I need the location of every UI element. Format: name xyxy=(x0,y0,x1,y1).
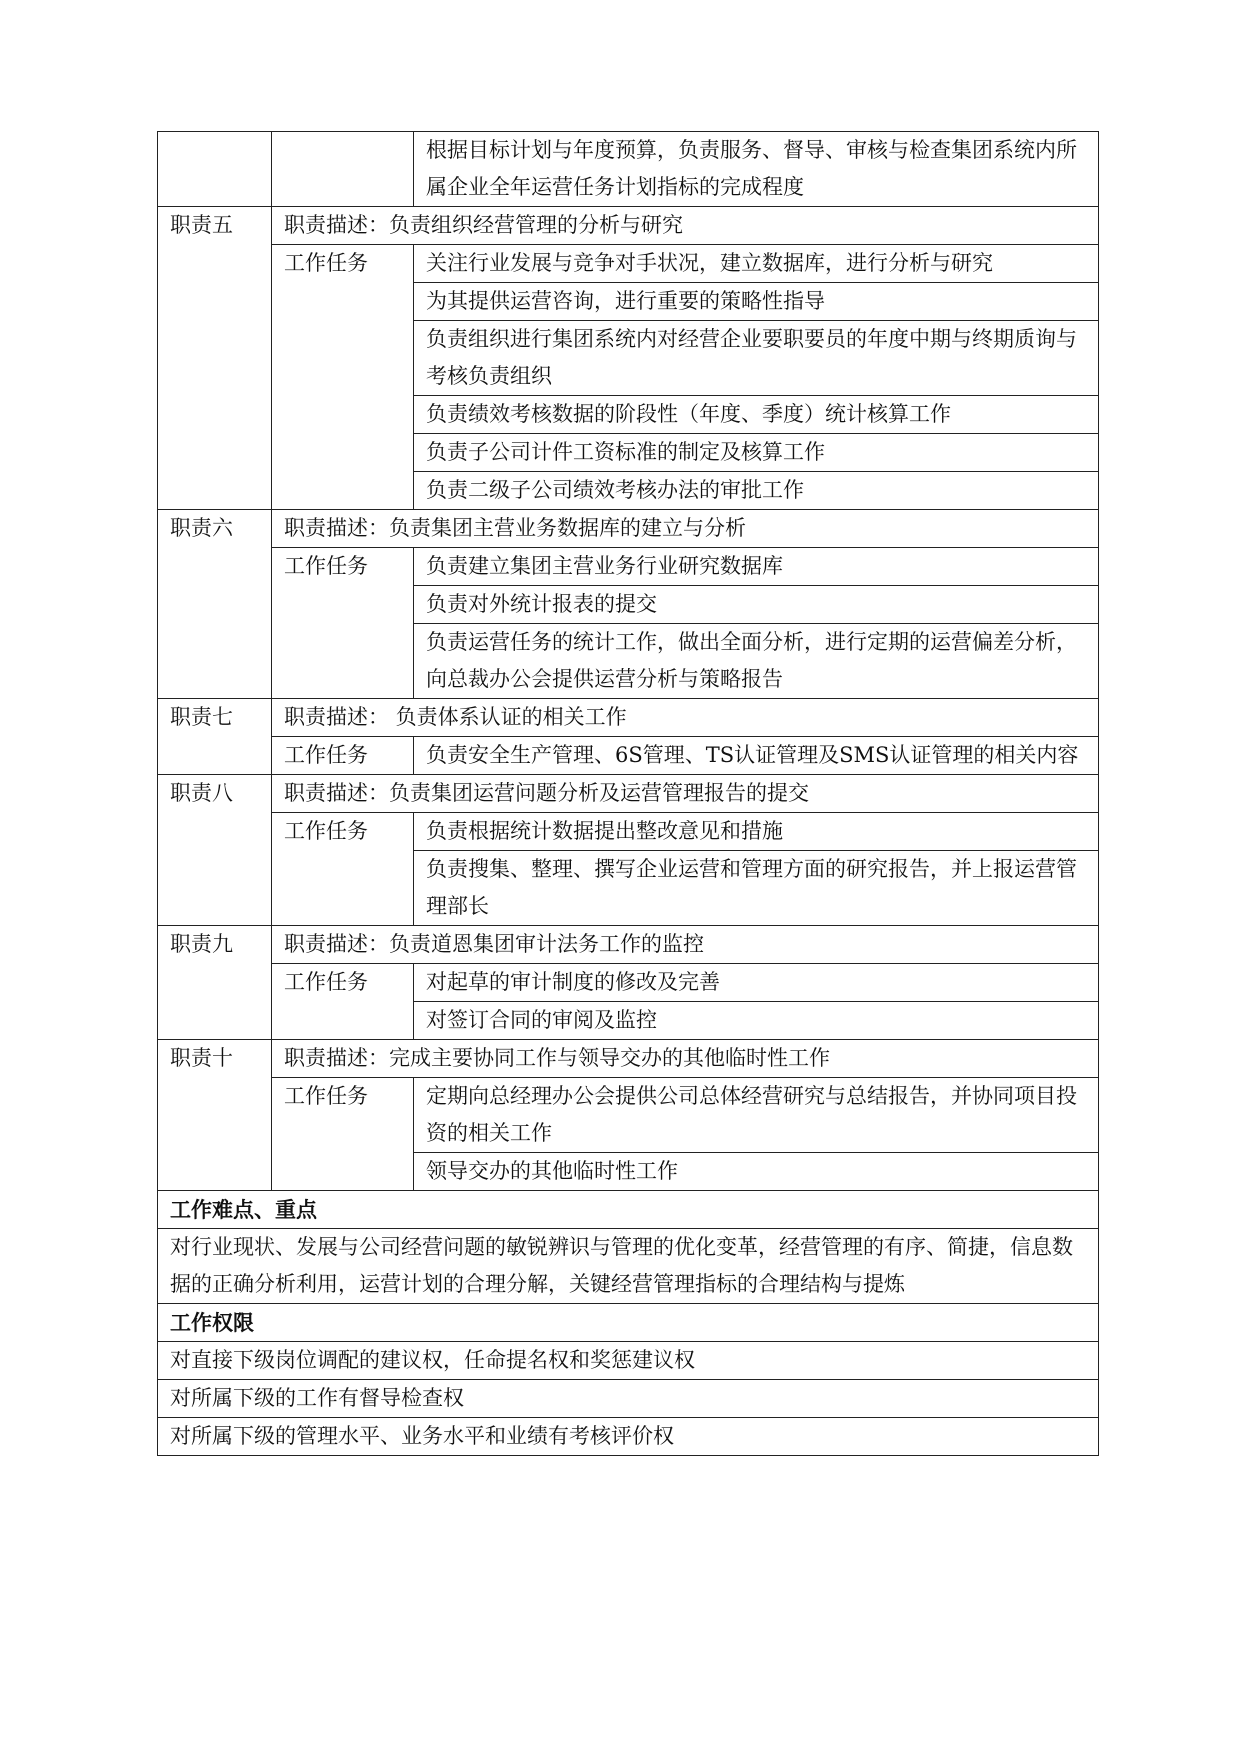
duty-description-row xyxy=(158,775,1099,813)
duty-description-row xyxy=(158,1040,1099,1078)
duty-description: 职责描述： 负责体系认证的相关工作 xyxy=(272,699,1099,737)
duty-description: 职责描述：负责道恩集团审计法务工作的监控 xyxy=(272,926,1099,964)
job-description-table xyxy=(157,131,1099,1456)
task-label: 工作任务 xyxy=(272,548,414,699)
difficulties-heading-row xyxy=(158,1191,1099,1229)
authority-item: 对所属下级的工作有督导检查权 xyxy=(158,1380,1099,1418)
task-label: 工作任务 xyxy=(272,813,414,926)
task-item: 负责运营任务的统计工作，做出全面分析，进行定期的运营偏差分析，向总裁办公会提供运营分析与策略报告 xyxy=(414,624,1099,699)
duty-name-cell xyxy=(158,132,272,207)
task-label: 工作任务 xyxy=(272,964,414,1040)
task-item: 对起草的审计制度的修改及完善 xyxy=(414,964,1099,1002)
task-item: 对签订合同的审阅及监控 xyxy=(414,1002,1099,1040)
task-row xyxy=(158,964,1099,1002)
authority-item-row xyxy=(158,1342,1099,1380)
duty-description: 职责描述：完成主要协同工作与领导交办的其他临时性工作 xyxy=(272,1040,1099,1078)
authority-item: 对直接下级岗位调配的建议权，任命提名权和奖惩建议权 xyxy=(158,1342,1099,1380)
task-cell: 根据目标计划与年度预算，负责服务、督导、审核与检查集团系统内所属企业全年运营任务计划指标的完成程度 xyxy=(414,132,1099,207)
difficulties-text: 对行业现状、发展与公司经营问题的敏锐辨识与管理的优化变革，经营管理的有序、简捷，信息数据的正确分析利用，运营计划的合理分解，关键经营管理指标的合理结构与提炼 xyxy=(158,1229,1099,1304)
task-row xyxy=(158,548,1099,586)
authority-heading-row xyxy=(158,1304,1099,1342)
task-item: 负责安全生产管理、6S管理、TS认证管理及SMS认证管理的相关内容 xyxy=(414,737,1099,775)
authority-item-row xyxy=(158,1380,1099,1418)
difficulties-heading: 工作难点、重点 xyxy=(158,1191,1099,1229)
task-item: 负责根据统计数据提出整改意见和措施 xyxy=(414,813,1099,851)
label-cell xyxy=(272,132,414,207)
task-item: 负责组织进行集团系统内对经营企业要职要员的年度中期与终期质询与考核负责组织 xyxy=(414,321,1099,396)
duty-description: 职责描述：负责集团运营问题分析及运营管理报告的提交 xyxy=(272,775,1099,813)
duty-description: 职责描述：负责组织经营管理的分析与研究 xyxy=(272,207,1099,245)
duty-name: 职责九 xyxy=(158,926,272,1040)
task-item: 领导交办的其他临时性工作 xyxy=(414,1153,1099,1191)
task-row xyxy=(158,737,1099,775)
task-label: 工作任务 xyxy=(272,1078,414,1191)
table-row xyxy=(158,132,1099,207)
task-label: 工作任务 xyxy=(272,245,414,510)
task-row xyxy=(158,1078,1099,1153)
difficulties-text-row xyxy=(158,1229,1099,1304)
task-item: 负责搜集、整理、撰写企业运营和管理方面的研究报告，并上报运营管理部长 xyxy=(414,851,1099,926)
task-row xyxy=(158,813,1099,851)
task-item: 为其提供运营咨询，进行重要的策略性指导 xyxy=(414,283,1099,321)
task-item: 定期向总经理办公会提供公司总体经营研究与总结报告，并协同项目投资的相关工作 xyxy=(414,1078,1099,1153)
duty-description: 职责描述：负责集团主营业务数据库的建立与分析 xyxy=(272,510,1099,548)
task-item: 负责子公司计件工资标准的制定及核算工作 xyxy=(414,434,1099,472)
task-label: 工作任务 xyxy=(272,737,414,775)
duty-name: 职责十 xyxy=(158,1040,272,1191)
task-item: 负责二级子公司绩效考核办法的审批工作 xyxy=(414,472,1099,510)
task-item: 负责绩效考核数据的阶段性（年度、季度）统计核算工作 xyxy=(414,396,1099,434)
task-item: 负责对外统计报表的提交 xyxy=(414,586,1099,624)
authority-item: 对所属下级的管理水平、业务水平和业绩有考核评价权 xyxy=(158,1418,1099,1456)
authority-heading: 工作权限 xyxy=(158,1304,1099,1342)
authority-item-row xyxy=(158,1418,1099,1456)
duty-description-row xyxy=(158,926,1099,964)
duty-name: 职责六 xyxy=(158,510,272,699)
task-row xyxy=(158,245,1099,283)
duty-description-row xyxy=(158,510,1099,548)
duty-name: 职责七 xyxy=(158,699,272,775)
duty-name: 职责五 xyxy=(158,207,272,510)
duty-description-row xyxy=(158,207,1099,245)
duty-name: 职责八 xyxy=(158,775,272,926)
task-item: 负责建立集团主营业务行业研究数据库 xyxy=(414,548,1099,586)
task-item: 关注行业发展与竞争对手状况，建立数据库，进行分析与研究 xyxy=(414,245,1099,283)
table-body xyxy=(158,132,1099,1456)
duty-description-row xyxy=(158,699,1099,737)
